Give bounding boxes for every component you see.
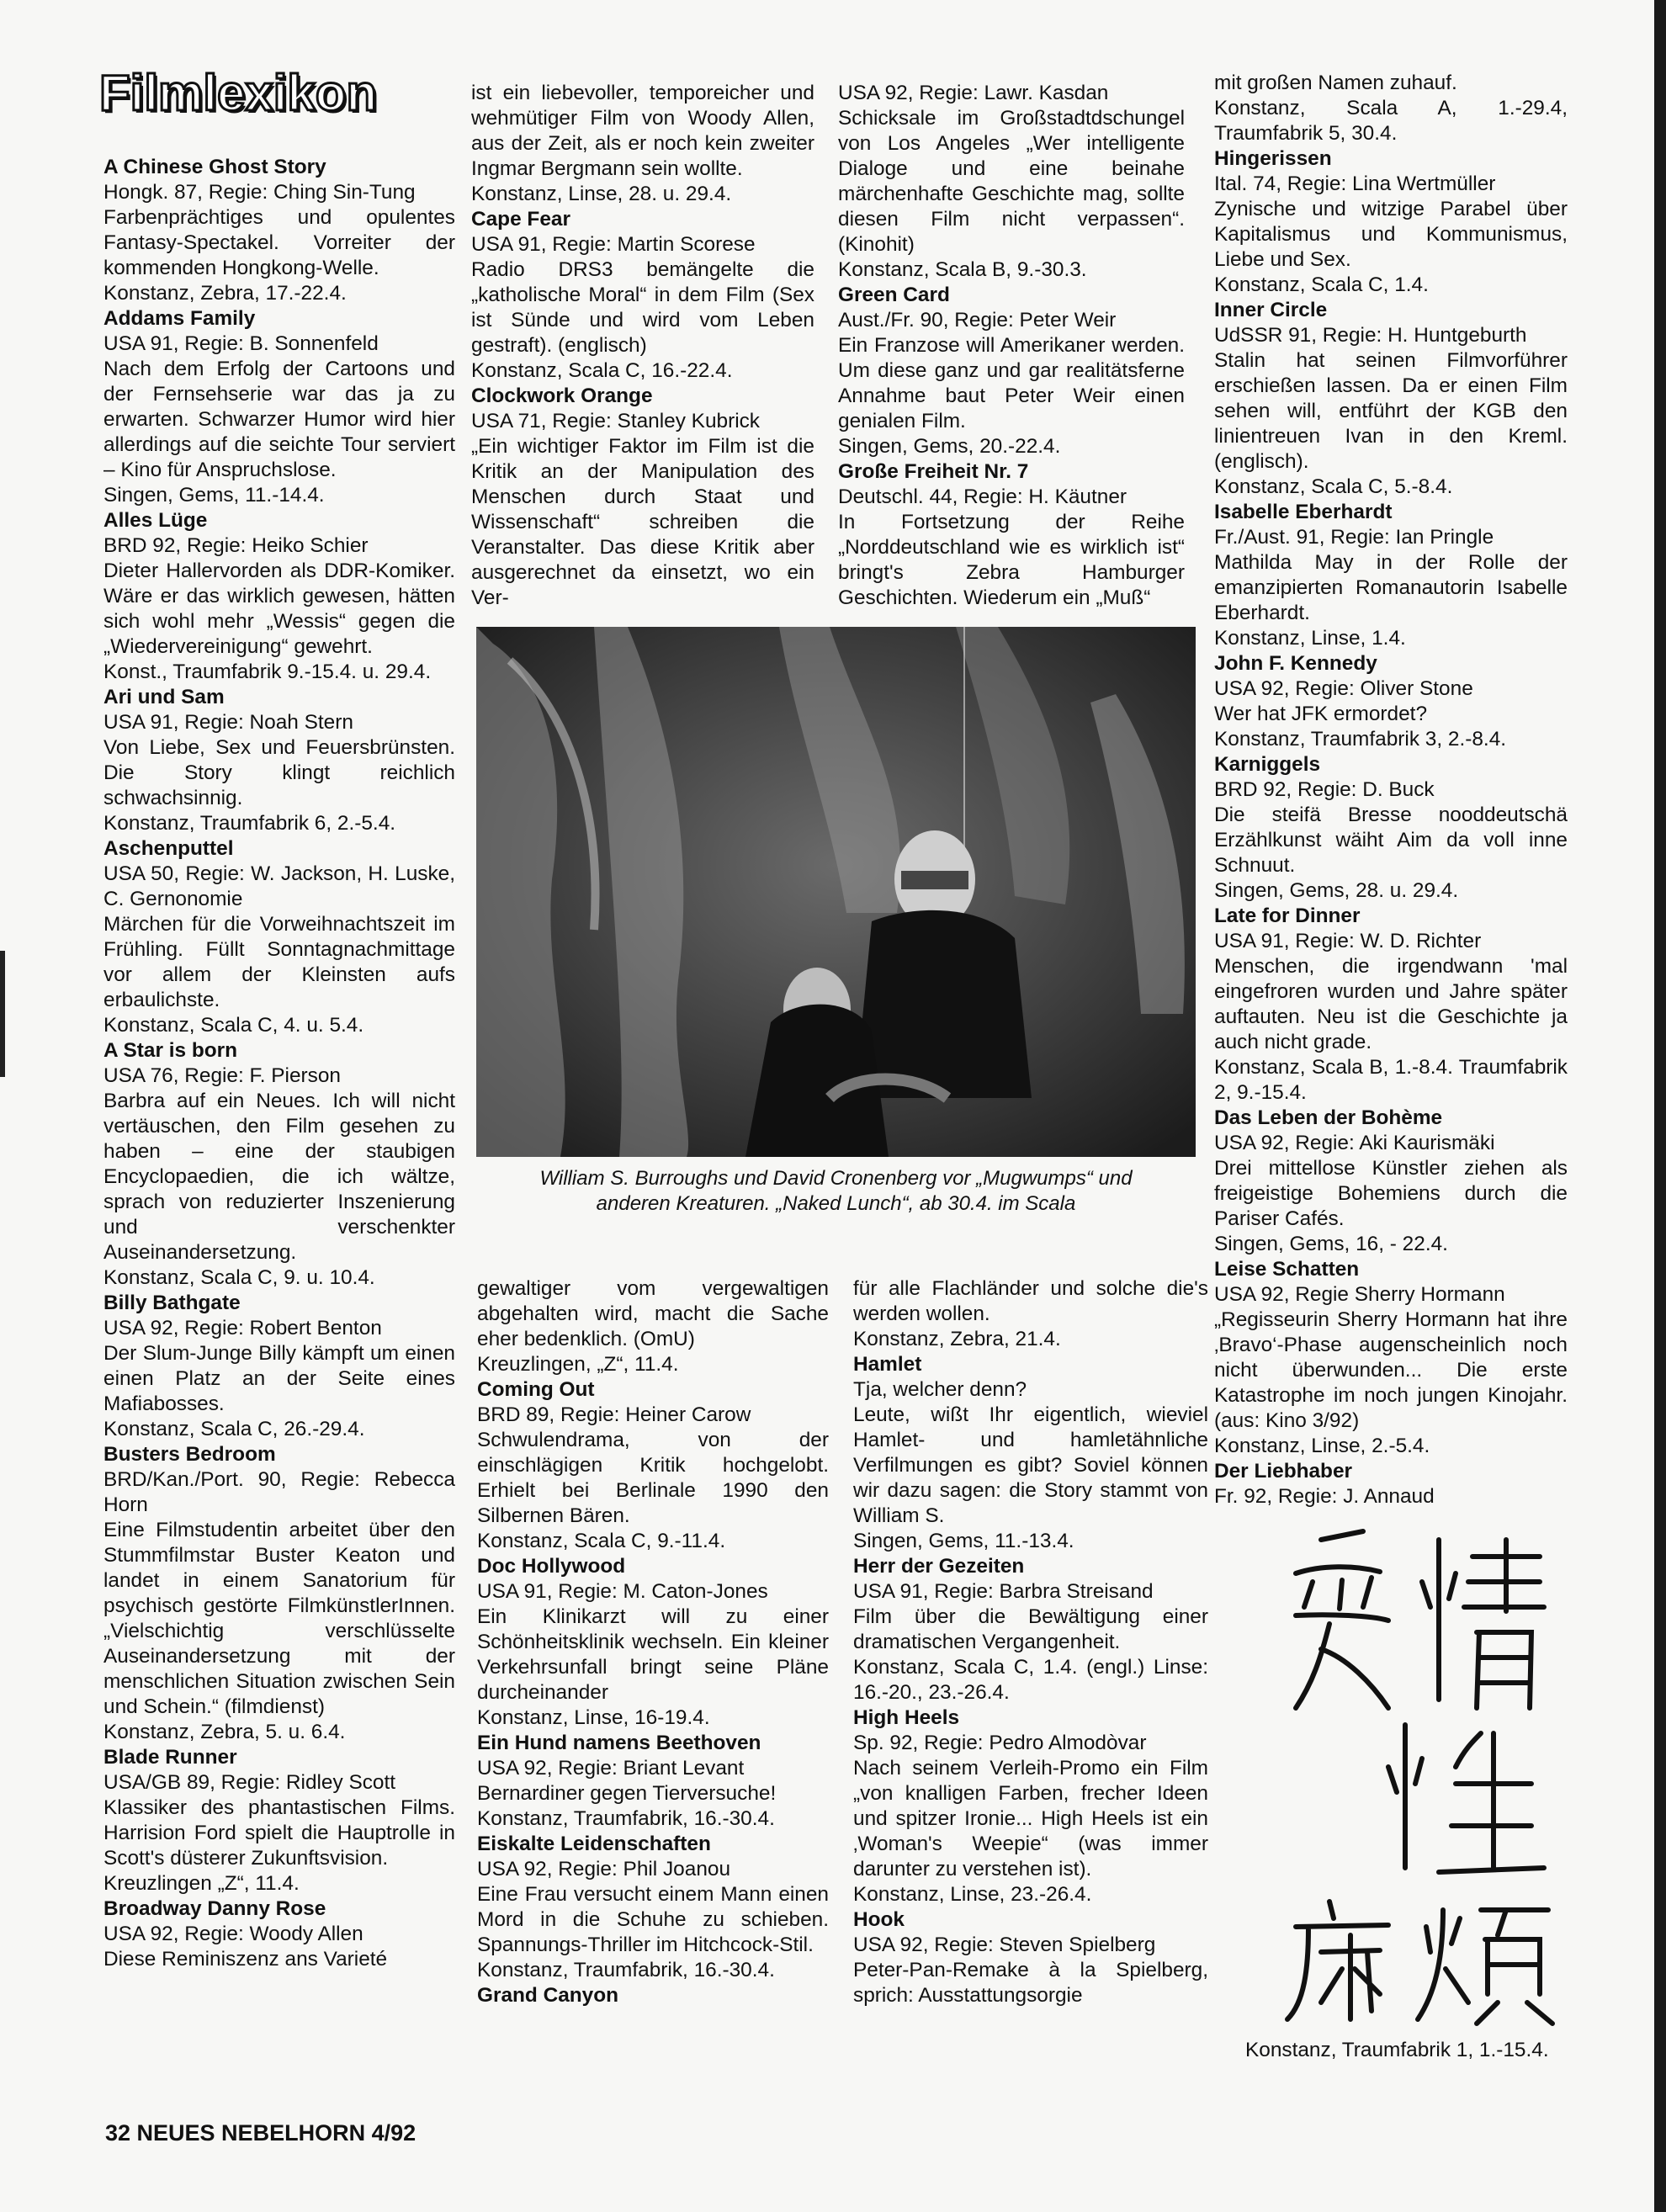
- caption-line: anderen Kreaturen. „Naked Lunch“, ab 30.4. im Scala: [596, 1192, 1076, 1215]
- film-still-photo: [476, 627, 1196, 1157]
- column-4: [1214, 71, 1568, 1509]
- film-description: Leute, wißt Ihr eigentlich, wieviel Hamlet- und hamletähnliche Verfilmungen es gibt? Soviel können wir dazu sagen: die Story stammt von William S.: [853, 1403, 1208, 1527]
- film-description: Diese Reminiszenz ans Varieté: [103, 1948, 388, 1971]
- film-title: Aschenputtel: [103, 837, 234, 860]
- film-description: Schicksale im Großstadtdschungel von Los Angeles „Wer intelligente Dialoge und eine beinahe märchenhafte Geschichte mag, sollte diesen Film nicht verpassen“. (Kinohit): [838, 107, 1185, 256]
- film-description: Drei mittellose Künstler ziehen als freigeistige Bohemiens durch die Pariser Cafés.: [1214, 1157, 1568, 1230]
- film-title: Coming Out: [477, 1378, 595, 1401]
- film-title: Green Card: [838, 284, 950, 306]
- film-title: Cape Fear: [471, 208, 570, 231]
- film-description: Schwulendrama, von der einschlägigen Kritik hochgelobt. Erhielt bei Berlinale 1990 den Silbernen Bären.: [477, 1429, 829, 1527]
- film-entry: [477, 1731, 829, 1832]
- film-entry: [838, 283, 1185, 459]
- film-description: ist ein liebevoller, temporeicher und wehmütiger Film von Woody Allen, aus der Zeit, als er noch kein zweiter Ingmar Bergmann sein wollte.: [471, 82, 814, 180]
- photo-caption: [476, 1166, 1196, 1217]
- film-description: Märchen für die Vorweihnachtszeit im Frühling. Füllt Sonntagnachmittage vor allem der Kleinsten aufs erbaulichste.: [103, 913, 455, 1011]
- film-venue: Konstanz, Linse, 1.4.: [1214, 627, 1406, 650]
- film-meta: USA 91, Regie: B. Sonnenfeld: [103, 332, 379, 355]
- film-entry: [853, 1276, 1208, 1352]
- film-meta: USA 91, Regie: Noah Stern: [103, 711, 353, 734]
- film-description: Wer hat JFK ermordet?: [1214, 703, 1428, 725]
- film-entry: [477, 1832, 829, 1983]
- film-entry: [471, 384, 814, 611]
- film-meta: USA 91, Regie: Barbra Streisand: [853, 1580, 1154, 1603]
- film-title: Eiskalte Leidenschaften: [477, 1833, 711, 1855]
- film-description: Mathilda May in der Rolle der emanzipierten Romanautorin Isabelle Eberhardt.: [1214, 551, 1568, 624]
- film-venue: Konstanz, Linse, 28. u. 29.4.: [471, 183, 732, 205]
- film-venue: Konstanz, Scala B, 9.-30.3.: [838, 258, 1087, 281]
- film-venue: Konstanz, Scala C, 16.-22.4.: [471, 359, 733, 382]
- film-meta: BRD 92, Regie: Heiko Schier: [103, 534, 369, 557]
- film-title: Isabelle Eberhardt: [1214, 501, 1393, 523]
- film-venue: Kreuzlingen „Z“, 11.4.: [103, 1872, 300, 1895]
- film-title: Busters Bedroom: [103, 1443, 276, 1466]
- film-title: Inner Circle: [1214, 299, 1328, 321]
- film-description: In Fortsetzung der Reihe „Norddeutschland wie es wirklich ist“ bringt's Zebra Hamburger Geschichten. Wiederum ein „Muß“: [838, 511, 1185, 609]
- binding-mark: [0, 951, 5, 1077]
- film-meta: Tja, welcher denn?: [853, 1378, 1027, 1401]
- film-title: Blade Runner: [103, 1746, 237, 1769]
- film-venue: Singen, Gems, 16, - 22.4.: [1214, 1233, 1448, 1255]
- page-footer: 32 NEUES NEBELHORN 4/92: [105, 2120, 416, 2146]
- film-meta: USA 76, Regie: F. Pierson: [103, 1064, 341, 1087]
- film-entry: [471, 207, 814, 384]
- film-description: Eine Filmstudentin arbeitet über den Stummfilmstar Buster Keaton und landet in einem Sanatorium für psychisch gestörte FilmkünstlerInnen. „Vielschichtig verschlüsselte Auseinandersetzung mit der menschlichen Situation zwischen Sein und Schein.“ (filmdienst): [103, 1519, 455, 1718]
- film-venue: Konstanz, Scala C, 26.-29.4.: [103, 1418, 365, 1440]
- film-venue: Konstanz, Scala C, 1.4.: [1214, 273, 1429, 296]
- film-description: „Regisseurin Sherry Hormann hat ihre ‚Bravo‘-Phase augenscheinlich noch nicht überwunden... Die erste Katastrophe im noch jungen Kinojahr. (aus: Kino 3/92): [1214, 1308, 1568, 1432]
- film-meta: USA 92, Regie: Woody Allen: [103, 1923, 363, 1945]
- film-entry: [1214, 71, 1568, 146]
- film-venue: Konstanz, Scala C, 9. u. 10.4.: [103, 1266, 375, 1289]
- column-2-bottom: [477, 1276, 829, 2008]
- film-entry: [1214, 651, 1568, 752]
- film-venue: Konstanz, Traumfabrik, 16.-30.4.: [477, 1959, 775, 1981]
- film-description: Ein Klinikarzt will zu einer Schönheitsklinik wechseln. Ein kleiner Verkehrsunfall bringt seine Pläne durcheinander: [477, 1605, 829, 1704]
- film-description: Eine Frau versucht einem Mann einen Mord in die Schuhe zu schieben. Spannungs-Thriller im Hitchcock-Stil.: [477, 1883, 829, 1956]
- film-venue: Konstanz, Scala A, 1.-29.4, Traumfabrik 5, 30.4.: [1214, 97, 1568, 145]
- film-title: Grand Canyon: [477, 1984, 619, 2007]
- column-3-top: [838, 81, 1185, 611]
- page-title: Filmlexikon: [99, 65, 378, 121]
- film-venue: Konstanz, Scala C, 5.-8.4.: [1214, 475, 1453, 498]
- film-entry: [477, 1983, 829, 2008]
- film-entry: [103, 1745, 455, 1896]
- film-entry: [477, 1554, 829, 1731]
- film-venue: Konstanz, Zebra, 21.4.: [853, 1328, 1061, 1350]
- film-meta: BRD/Kan./Port. 90, Regie: Rebecca Horn: [103, 1468, 455, 1516]
- film-meta: BRD 92, Regie: D. Buck: [1214, 778, 1435, 801]
- caption-line: William S. Burroughs und David Cronenberg vor „Mugwumps“ und: [539, 1167, 1133, 1190]
- film-entry: [471, 81, 814, 207]
- film-venue: Konstanz, Zebra, 5. u. 6.4.: [103, 1721, 346, 1743]
- film-entry: [103, 508, 455, 685]
- film-title: Hingerissen: [1214, 147, 1332, 170]
- film-entry: [103, 1896, 455, 1972]
- film-description: Film über die Bewältigung einer dramatischen Vergangenheit.: [853, 1605, 1208, 1653]
- film-entry: [1214, 904, 1568, 1106]
- column-3-bottom: [853, 1276, 1208, 2008]
- film-venue: Singen, Gems, 20.-22.4.: [838, 435, 1061, 458]
- film-title: Der Liebhaber: [1214, 1460, 1353, 1483]
- column-1: [103, 155, 455, 1972]
- film-entry: [853, 1352, 1208, 1554]
- film-entry: [1214, 1106, 1568, 1257]
- film-entry: [1214, 1459, 1568, 1509]
- film-title: Hamlet: [853, 1353, 922, 1376]
- film-description: für alle Flachländer und solche die's werden wollen.: [853, 1277, 1208, 1325]
- film-title: Hook: [853, 1908, 905, 1931]
- film-meta: USA 91, Regie: M. Caton-Jones: [477, 1580, 768, 1603]
- film-title: Ein Hund namens Beethoven: [477, 1732, 761, 1754]
- film-description: Klassiker des phantastischen Films. Harrision Ford spielt die Hauptrolle in Scott's düsterer Zukunftsvision.: [103, 1796, 455, 1870]
- film-meta: USA 50, Regie: W. Jackson, H. Luske, C. Gernonomie: [103, 862, 455, 910]
- film-venue: Kreuzlingen, „Z“, 11.4.: [477, 1353, 679, 1376]
- film-venue: Konstanz, Traumfabrik, 16.-30.4.: [477, 1807, 775, 1830]
- calligraphy-signature: [1262, 1514, 1565, 2028]
- film-description: Peter-Pan-Remake à la Spielberg, sprich: Ausstattungsorgie: [853, 1959, 1208, 2007]
- film-description: Barbra auf ein Neues. Ich will nicht vertäuschen, den Film gesehen zu haben – eine der staubigen Encyclopaedien, die ich wältze, sprach von reduzierter Inszenierung und verschenkter Auseinandersetzung.: [103, 1090, 455, 1264]
- film-title: Leise Schatten: [1214, 1258, 1360, 1281]
- film-entry: [103, 1442, 455, 1745]
- film-meta: USA 92, Regie: Aki Kaurismäki: [1214, 1132, 1495, 1154]
- film-meta: USA 92, Regie: Oliver Stone: [1214, 677, 1473, 700]
- film-meta: USA/GB 89, Regie: Ridley Scott: [103, 1771, 396, 1794]
- film-meta: USA 91, Regie: Martin Scorese: [471, 233, 756, 256]
- film-meta: USA 92, Regie: Lawr. Kasdan: [838, 82, 1109, 104]
- film-entry: [1214, 1257, 1568, 1459]
- last-venue: Konstanz, Traumfabrik 1, 1.-15.4.: [1245, 2039, 1549, 2061]
- film-meta: USA 92, Regie Sherry Hormann: [1214, 1283, 1505, 1306]
- film-entry: [103, 836, 455, 1038]
- film-meta: USA 92, Regie: Robert Benton: [103, 1317, 382, 1339]
- film-title: John F. Kennedy: [1214, 652, 1377, 675]
- film-description: Bernardiner gegen Tierversuche!: [477, 1782, 777, 1805]
- film-description: Die steifä Bresse nooddeutschä Erzählkunst wäiht Aim da voll inne Schnuut.: [1214, 804, 1568, 877]
- film-description: Radio DRS3 bemängelte die „katholische Moral“ in dem Film (Sex ist Sünde und wird vom Leben gestraft). (englisch): [471, 258, 814, 357]
- film-meta: Hongk. 87, Regie: Ching Sin-Tung: [103, 181, 416, 204]
- film-venue: Konstanz, Traumfabrik 3, 2.-8.4.: [1214, 728, 1507, 751]
- film-title: Ari und Sam: [103, 686, 225, 708]
- film-title: Doc Hollywood: [477, 1555, 626, 1578]
- film-venue: Konstanz, Scala B, 1.-8.4. Traumfabrik 2, 9.-15.4.: [1214, 1056, 1568, 1104]
- film-description: Nach seinem Verleih-Promo ein Film „von knalligen Farben, frecher Ideen und spitzer Ironie... High Heels ist ein ‚Woman's Weepie“ (was immer darunter zu verstehen ist).: [853, 1757, 1208, 1880]
- film-entry: [1214, 500, 1568, 651]
- film-meta: USA 92, Regie: Steven Spielberg: [853, 1934, 1156, 1956]
- film-title: High Heels: [853, 1706, 960, 1729]
- film-venue: Konstanz, Zebra, 17.-22.4.: [103, 282, 347, 305]
- film-title: Clockwork Orange: [471, 385, 653, 407]
- film-title: A Star is born: [103, 1039, 238, 1062]
- film-meta: Fr. 92, Regie: J. Annaud: [1214, 1485, 1435, 1508]
- film-description: Dieter Hallervorden als DDR-Komiker. Wäre er das wirklich gewesen, hätten sich wohl mehr „Wessis“ gegen die „Wiedervereinigung“ gewehrt.: [103, 560, 455, 658]
- film-entry: [103, 155, 455, 306]
- film-meta: UdSSR 91, Regie: H. Huntgeburth: [1214, 324, 1527, 347]
- film-description: Von Liebe, Sex und Feuersbrünsten. Die Story klingt reichlich schwachsinnig.: [103, 736, 455, 809]
- film-description: „Ein wichtiger Faktor im Film ist die Kritik an der Manipulation des Menschen durch Staat und Wissenschaft“ schreiben die Veranstalter. Das diese Kritik aber ausgerechnet da einsetzt, wo ein Ver-: [471, 435, 814, 609]
- film-entry: [103, 306, 455, 508]
- film-description: Der Slum-Junge Billy kämpft um einen einen Platz an der Seite eines Mafiabosses.: [103, 1342, 455, 1415]
- page-edge: [1654, 0, 1666, 2212]
- film-meta: BRD 89, Regie: Heiner Carow: [477, 1403, 751, 1426]
- film-entry: [838, 81, 1185, 283]
- film-entry: [103, 685, 455, 836]
- film-entry: [853, 1907, 1208, 2008]
- film-description: Stalin hat seinen Filmvorführer erschießen lassen. Da er einen Film sehen will, entführt der KGB den linientreuen Ivan in den Kreml. (englisch).: [1214, 349, 1568, 473]
- film-venue: Konstanz, Linse, 16-19.4.: [477, 1706, 710, 1729]
- film-entry: [838, 459, 1185, 611]
- film-meta: Fr./Aust. 91, Regie: Ian Pringle: [1214, 526, 1494, 549]
- film-venue: Singen, Gems, 11.-13.4.: [853, 1530, 1074, 1552]
- film-entry: [1214, 752, 1568, 904]
- film-title: Broadway Danny Rose: [103, 1897, 326, 1920]
- film-meta: USA 71, Regie: Stanley Kubrick: [471, 410, 761, 432]
- film-title: Alles Lüge: [103, 509, 208, 532]
- film-title: Große Freiheit Nr. 7: [838, 460, 1029, 483]
- film-description: Menschen, die irgendwann 'mal eingefroren wurden und Jahre später auftauten. Neu ist die Geschichte ja auch nicht grade.: [1214, 955, 1568, 1053]
- film-meta: Ital. 74, Regie: Lina Wertmüller: [1214, 172, 1496, 195]
- film-description: Ein Franzose will Amerikaner werden. Um diese ganz und gar realitätsferne Annahme baut Peter Weir einen genialen Film.: [838, 334, 1185, 432]
- film-description: Farbenprächtiges und opulentes Fantasy-Spectakel. Vorreiter der kommenden Hongkong-Welle.: [103, 206, 455, 279]
- film-entry: [103, 1291, 455, 1442]
- film-venue: Konst., Traumfabrik 9.-15.4. u. 29.4.: [103, 660, 432, 683]
- film-meta: USA 92, Regie: Phil Joanou: [477, 1858, 731, 1880]
- film-meta: USA 91, Regie: W. D. Richter: [1214, 930, 1482, 952]
- film-title: Addams Family: [103, 307, 256, 330]
- film-title: A Chinese Ghost Story: [103, 156, 326, 178]
- photo-illustration: [476, 627, 1196, 1157]
- film-title: Das Leben der Bohème: [1214, 1106, 1443, 1129]
- film-description: Zynische und witzige Parabel über Kapitalismus und Kommunismus, Liebe und Sex.: [1214, 198, 1568, 271]
- film-venue: Konstanz, Traumfabrik 6, 2.-5.4.: [103, 812, 396, 835]
- film-entry: [103, 1038, 455, 1291]
- film-venue: Singen, Gems, 28. u. 29.4.: [1214, 879, 1459, 902]
- film-entry: [1214, 298, 1568, 500]
- film-entry: [853, 1554, 1208, 1705]
- film-meta: USA 92, Regie: Briant Levant: [477, 1757, 745, 1780]
- film-venue: Konstanz, Linse, 23.-26.4.: [853, 1883, 1092, 1906]
- film-entry: [1214, 146, 1568, 298]
- film-venue: Konstanz, Linse, 2.-5.4.: [1214, 1435, 1430, 1457]
- film-description: mit großen Namen zuhauf.: [1214, 72, 1457, 94]
- film-entry: [477, 1276, 829, 1377]
- film-meta: Sp. 92, Regie: Pedro Almodòvar: [853, 1732, 1147, 1754]
- film-title: Late for Dinner: [1214, 904, 1361, 927]
- film-entry: [477, 1377, 829, 1554]
- film-description: gewaltiger vom vergewaltigen abgehalten wird, macht die Sache eher bedenklich. (OmU): [477, 1277, 829, 1350]
- film-venue: Konstanz, Scala C, 4. u. 5.4.: [103, 1014, 364, 1037]
- film-venue: Singen, Gems, 11.-14.4.: [103, 484, 325, 507]
- film-title: Billy Bathgate: [103, 1292, 241, 1314]
- film-entry: [853, 1705, 1208, 1907]
- film-venue: Konstanz, Scala C, 9.-11.4.: [477, 1530, 726, 1552]
- film-venue: Konstanz, Scala C, 1.4. (engl.) Linse: 16.-20., 23.-26.4.: [853, 1656, 1208, 1704]
- column-2-top: [471, 81, 814, 611]
- film-meta: Aust./Fr. 90, Regie: Peter Weir: [838, 309, 1117, 332]
- film-description: Nach dem Erfolg der Cartoons und der Fernsehserie war das ja zu erwarten. Schwarzer Humor wird hier allerdings auf die seichte Tour serviert – Kino für Anspruchslose.: [103, 358, 455, 481]
- film-title: Karniggels: [1214, 753, 1321, 776]
- film-title: Herr der Gezeiten: [853, 1555, 1025, 1578]
- film-meta: Deutschl. 44, Regie: H. Käutner: [838, 485, 1127, 508]
